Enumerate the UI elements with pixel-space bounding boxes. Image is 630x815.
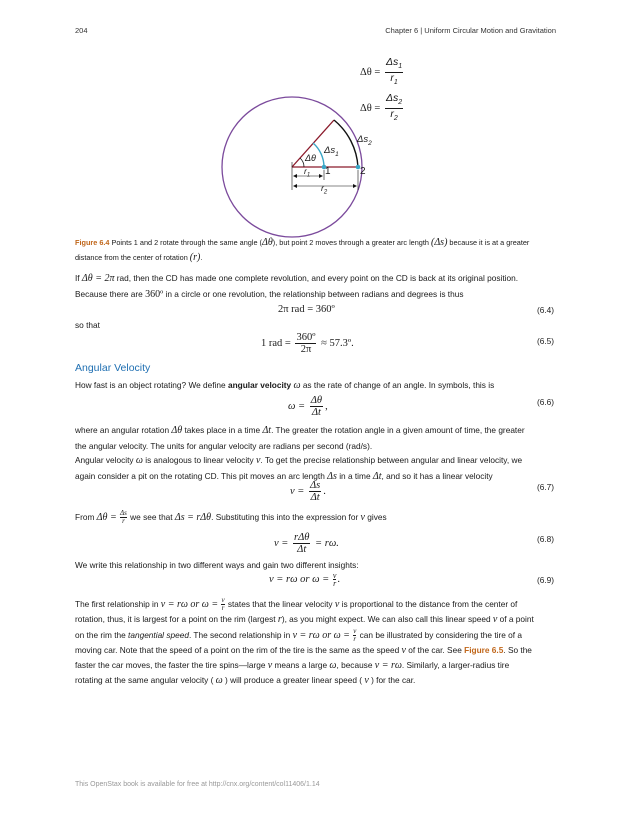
- footer-availability: This OpenStax book is available for free at http://cnx.org/content/col11406/1.14: [75, 781, 320, 788]
- paragraph-definition: How fast is an object rotating? We define angular velocity ω as the rate of change of an angle. In symbols, this is: [75, 380, 495, 391]
- label-r2: $r_2$: [321, 183, 328, 196]
- arrowhead: [293, 174, 297, 178]
- paragraph-revolution: If Δθ = 2π rad, then the CD has made one complete revolution, and every point on the CD is back at its original position. Because there are 360º in a circle or one revolution, the relationship between radians and degrees is thus: [75, 273, 519, 300]
- label-point-2: 2: [360, 166, 366, 177]
- page-number: 204: [75, 26, 88, 35]
- figure-label: Figure 6.4: [75, 238, 110, 247]
- label-point-1: 1: [325, 166, 331, 177]
- outer-arc-s2: [334, 120, 358, 167]
- equation-number-6-4: (6.4): [537, 305, 555, 315]
- figure-equation-2: Δθ = $\frac{\Delta s_2}{r_2}$: [360, 92, 403, 123]
- section-title: Angular Velocity: [75, 362, 151, 374]
- equation-6-6: ω = $\frac{\Delta\theta}{\Delta t}$ ,: [288, 395, 328, 418]
- equation-number-6-8: (6.8): [537, 534, 555, 544]
- equation-6-5: 1 rad = $\frac{\text{360º}}{2\pi}$ ≈ 57.3º.: [261, 332, 354, 355]
- arrowhead: [293, 184, 297, 188]
- paragraph-insights: We write this relationship in two different ways and gain two different insights:: [75, 560, 359, 570]
- paragraph-angular-rotation: where an angular rotation Δθ takes place in a time Δt. The greater the rotation angle in a given amount of time, the greater the angular velocity. The units for angular velocity are radians per second (rad/s). Angular velocity ω is analogous to linear velocity v. To get the precise relationship between angular and linear velocity, we again consider a pit on the rotating CD. This pit moves an arc length Δs in a time Δt, and so it has a linear velocity: [75, 425, 525, 482]
- equation-number-6-7: (6.7): [537, 482, 555, 492]
- label-delta-s1: $\Delta s_1$: [324, 145, 339, 158]
- equation-number-6-9: (6.9): [537, 575, 555, 585]
- equation-6-8: v = $\frac{\text{rΔθ}}{\Delta t}$ = rω.: [274, 532, 339, 555]
- label-r1: $r_1$: [304, 166, 311, 179]
- equation-6-7: v = $\frac{\Delta s}{\Delta t}$ .: [290, 480, 326, 503]
- rotation-diagram: [220, 95, 380, 245]
- chapter-title: Chapter 6 | Uniform Circular Motion and Gravitation: [385, 26, 556, 35]
- figure-equation-1: Δθ = $\frac{\Delta s_1}{r_1}$: [360, 56, 403, 87]
- label-delta-s2: $\Delta s_2$: [357, 134, 372, 147]
- figure-caption: Figure 6.4 Points 1 and 2 rotate through the same angle (Δθ), but point 2 moves through a greater arc length (Δs) because it is at a greater distance from the center of rotation (r).: [75, 237, 530, 263]
- arrowhead: [319, 174, 323, 178]
- paragraph-substitution: From Δθ = $\frac{\Delta s}{r}$ we see that Δs = rΔθ. Substituting this into the expression for v gives: [75, 509, 387, 526]
- so-that-text: so that: [75, 320, 100, 330]
- arrowhead: [353, 184, 357, 188]
- equation-6-9: v = rω or ω = $\frac{v}{r}$ .: [269, 571, 341, 588]
- equation-number-6-5: (6.5): [537, 336, 555, 346]
- figure-6-5-link[interactable]: Figure 6.5: [464, 644, 504, 655]
- label-delta-theta: Δθ: [305, 153, 316, 163]
- equation-6-4: 2π rad = 360º: [278, 304, 335, 315]
- equation-number-6-6: (6.6): [537, 397, 555, 407]
- paragraph-relationships: The first relationship in v = rω or ω = $\frac{v}{r}$ states that the linear velocity v is proportional to the distance from the center of rotation, thus, it is largest for a point on the rim (largest r), as you might expect. We can also call this linear speed v of a point on the rim the tangential speed. The second relationship in v = rω or ω = $\frac{v}{r}$ can be illustrated by considering the tire of a moving car. Note that the speed of a point on the rim of the tire is the same as the speed v of the car. See Figure 6.5. So the faster the car moves, the faster the tire spins—large v means a large ω, because v = rω. Similarly, a larger-radius tire rotating at the same angular velocity ( ω ) will produce a greater linear speed ( v ) for the car.: [75, 596, 534, 687]
